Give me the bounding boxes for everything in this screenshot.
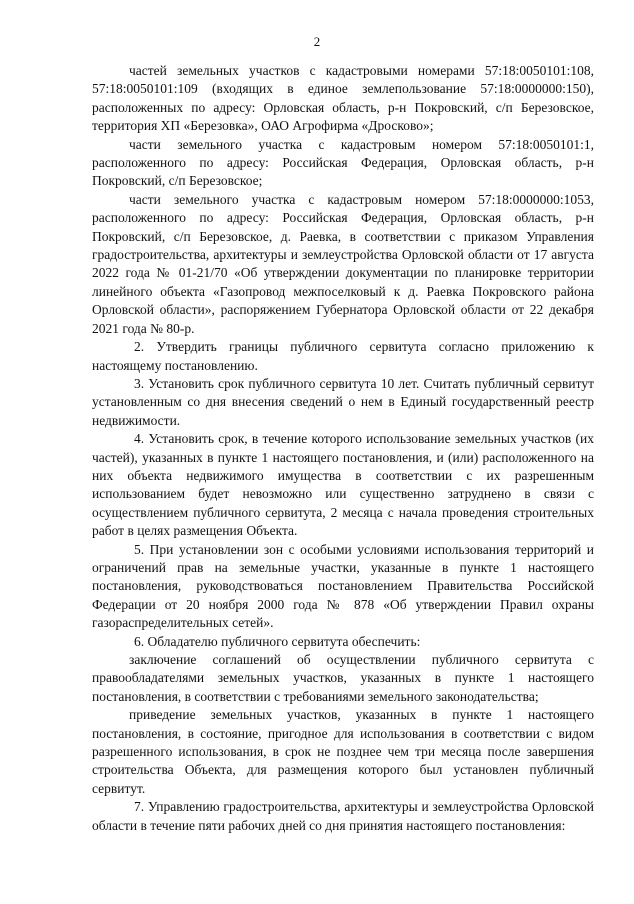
paragraph-item-4: 4. Установить срок, в течение которого использование земельных участков (их частей), указанных в пункте 1 настоящего постановления, и (или) расположенного на них объекта недвижимого имущества в соответствии с их разрешенным использованием будет невозможно или существенно затруднено в связи с осуществлением публичного сервитута, 2 месяца с начала проведения строительных работ в целях размещения Объекта. xyxy=(92,431,594,539)
paragraph-land-part-0050101-1: части земельного участка с кадастровым номером 57:18:0050101:1, расположенного по адресу: Российская Федерация, Орловская область, р-н Покровский, с/п Березовское; xyxy=(92,136,594,189)
page-number: 2 xyxy=(313,34,321,49)
paragraph-item-5: 5. При установлении зон с особыми условиями использования территорий и ограничений прав на земельные участки, указанные в пункте 1 настоящего постановления, руководствоваться постановлением Правительства Российской Федерации от 20 ноября 2000 года № 878 «Об утверждении Правил охраны газораспределительных сетей». xyxy=(92,541,594,631)
paragraph-land-part-1053: части земельного участка с кадастровым номером 57:18:0000000:1053, расположенного по адресу: Российская Федерация, Орловская область, р-н Покровский, с/п Березовское, д. Раевка, в соответствии с приказом Управления градостроительства, архитектуры и землеустройства Орловской области от 17 августа 2022 года № 01-21/70 «Об утверждении документации по планировке территории линейного объекта «Газопровод межпоселковый к д. Раевка Покровского района Орловской области», распоряжением Губернатора Орловской области от 22 декабря 2021 года № 80-р. xyxy=(92,191,594,336)
document-body xyxy=(92,62,594,835)
paragraph-item-6-agreements: заключение соглашений об осуществлении публичного сервитута с правообладателями земельных участков, указанных в пункте 1 настоящего постановления, в соответствии с требованиями земельного законодательства; xyxy=(92,652,594,704)
paragraph-item-6-restoration: приведение земельных участков, указанных в пункте 1 настоящего постановления, в состояние, пригодное для использования в соответствии с видом разрешенного использования, в срок не позднее чем три месяца после завершения строительства Объекта, для размещения которого был установлен публичный сервитут. xyxy=(92,707,594,796)
paragraph-item-6: 6. Обладателю публичного сервитута обеспечить: xyxy=(134,633,421,649)
paragraph-item-3: 3. Установить срок публичного сервитута 10 лет. Считать публичный сервитут установленным со дня внесения сведений о нем в Единый государственный реестр недвижимости. xyxy=(92,375,594,428)
paragraph-item-2: 2. Утвердить границы публичного сервитута согласно приложению к настоящему постановлению. xyxy=(92,339,594,373)
paragraph-item-7: 7. Управлению градостроительства, архитектуры и землеустройства Орловской области в течение пяти рабочих дней со дня принятия настоящего постановления: xyxy=(92,799,594,833)
paragraph-land-parts-108-109: частей земельных участков с кадастровыми номерами 57:18:0050101:108, 57:18:0050101:109 (входящих в единое землепользование 57:18:0000000:150), расположенных по адресу: Орловская область, р-н Покровский, с/п Березовское, территория ХП «Березовка», ОАО Агрофирма «Дросково»; xyxy=(92,63,594,134)
